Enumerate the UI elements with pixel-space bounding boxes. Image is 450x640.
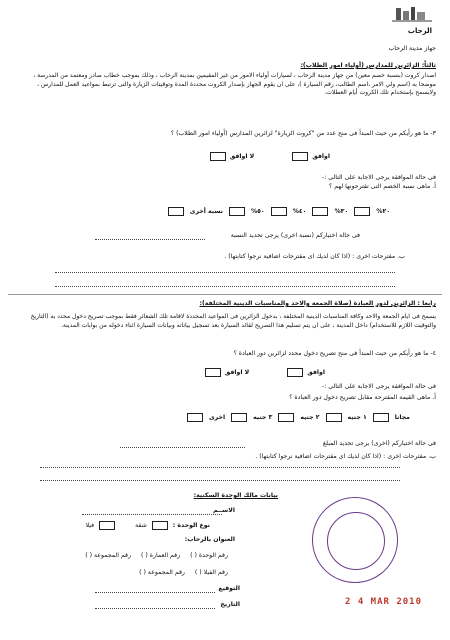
suggestions-line-2[interactable]	[40, 480, 400, 481]
divider	[8, 294, 442, 295]
section3-title: ثالثاً: الزائرين للمدارس (أولياء امور الطلاب):	[300, 62, 436, 69]
fee-other-checkbox[interactable]	[187, 413, 203, 422]
option-30-checkbox[interactable]	[312, 207, 328, 216]
address-row-1	[85, 552, 228, 559]
villa-checkbox[interactable]	[99, 521, 115, 530]
section3-question-a: أ. ماهى نسبة الخصم التى تقترحونها لهم ؟	[329, 183, 436, 190]
org-name: جهاز مدينة الرحاب	[388, 45, 436, 52]
section3-other-line: فى حالة اختياركم (نسبة اخرى) يرجى تحديد النسبة	[230, 232, 360, 239]
section4-question: ٤- ما هو رأيكم من حيث المبدأ فى منح تصريح دخول محدد لزائرين دور العبادة ؟	[233, 350, 436, 357]
fee-3-checkbox[interactable]	[231, 413, 247, 422]
official-seal-icon	[312, 497, 398, 583]
address-label: العنوان بالرحاب:	[184, 536, 235, 543]
fee-options	[187, 413, 410, 422]
unit-type-row	[86, 521, 210, 530]
disagree-checkbox[interactable]	[205, 368, 221, 377]
section4-suggestions: ب. مقترحات اخرى : (اذا كان لديك اى مقترحات اضافية نرجوا كتابتها) .	[255, 453, 436, 460]
option-50-checkbox[interactable]	[229, 207, 245, 216]
villa-number: رقم الفيلا ( )	[194, 569, 228, 576]
agree-checkbox[interactable]	[292, 152, 308, 161]
section4-if-agree: فى حالة الموافقة يرجى الاجابة على التالى :-	[321, 383, 436, 390]
discount-options	[168, 207, 390, 216]
other-amount-field[interactable]	[120, 447, 245, 448]
suggestions-line-1[interactable]	[55, 272, 395, 273]
group-number-2: رقم المجموعة ( )	[139, 569, 185, 576]
received-date-stamp: 2 4 MAR 2010	[345, 597, 423, 607]
agree-checkbox[interactable]	[287, 368, 303, 377]
option-other-checkbox[interactable]	[168, 207, 184, 216]
section4-question-a: أ. ماهى القيمة المقترحة مقابل تصريح دخول دور العبادة ؟	[289, 394, 436, 401]
fee-free: مجانا	[394, 414, 410, 421]
disagree-label: لا اوافق	[229, 153, 255, 160]
unit-number: رقم الوحدة ( )	[190, 552, 228, 559]
fee-1: ١ جنيه	[347, 414, 367, 421]
section3-question: ٣- ما هو رأيكم من حيث المبدأ فى منح عدد من "كروت الزيارة" لزائرين المدارس (أولياء امور الطلاب) ؟	[170, 130, 436, 137]
option-40-checkbox[interactable]	[271, 207, 287, 216]
fee-2: ٢ جنيه	[300, 414, 320, 421]
owner-title: بيانات مالك الوحدة السكنية:	[193, 492, 278, 499]
option-20: ٢٠%	[376, 208, 390, 215]
owner-name-field[interactable]	[82, 514, 222, 515]
section3-paragraph: اصدار كروت (بنسبة خصم معين) من جهاز مدينة الرحاب ، لسيارات أولياء الامور من غير المقيمين بمدينة الرحاب ، وذلك بموجب خطاب صادر ومعتمد من المدرسة ، موضحا به (اسم ولي الامر ،اسم الطالب، رقم السيارة )، على ان يقوم الجهاز بإصدار الكروت محددة المدة وتوقيتات الزيارة والتى ترتبط بمواعيد العمل للمدارس ، ولايسمح بإستخدام تلك الكروت أيام العطلات.	[33, 72, 436, 97]
disagree-label: لا اوافق	[224, 369, 250, 376]
logo-text: الرحاب	[407, 27, 432, 35]
fee-other: اخرى	[209, 414, 226, 421]
unit-type-label: نوع الوحدة :	[172, 522, 210, 529]
date-label: التاريخ	[220, 601, 240, 608]
signature-label: التوقيع	[218, 585, 240, 592]
group-number: رقم المجموعة ( )	[85, 552, 131, 559]
suggestions-line-2[interactable]	[55, 286, 395, 287]
section4-agree-options	[205, 368, 325, 377]
building-number: رقم العمارة ( )	[141, 552, 181, 559]
fee-free-checkbox[interactable]	[373, 413, 389, 422]
rehab-logo-icon	[392, 6, 432, 26]
agree-label: اوافق	[307, 369, 325, 376]
signature-field[interactable]	[95, 592, 215, 593]
agree-label: اوافق	[312, 153, 330, 160]
option-other: نسبة أخرى	[189, 208, 223, 215]
option-50: ٥٠%	[250, 208, 265, 215]
option-40: ٤٠%	[292, 208, 307, 215]
section4-title: رابعا : الزائرين لدور العبادة (صلاة الجمعة والاحد والمناسبات الدينية المختلفة):	[199, 300, 436, 307]
other-rate-field[interactable]	[95, 239, 205, 240]
owner-name-label: الاســم	[213, 507, 235, 514]
section4-paragraph: يسمح فى ايام الجمعة والاحد وكافة المناسبات الدينية المختلفة ، بدخول الزائرين فى المواعيد المحددة لاقامة تلك الشعائر فقط بموجب تصريح دخول محدد به (التاريخ والتوقيت اللازم للاستخدام) داخل المدينة ، على ان يتم تسليم هذا التصريح لقائد السيارة بعد تسجيل بياناته وبيانات السيارة اثناء دخوله من بوابات المدينة.	[30, 313, 436, 329]
section3-if-agree: فى حالة الموافقة يرجى الاجابة على التالى :-	[321, 174, 436, 181]
fee-1-checkbox[interactable]	[326, 413, 342, 422]
section4-other-line: فى حالة اختياركم (اخرى) يرجى تحديد المبلغ	[322, 440, 436, 447]
villa-label: فيلا	[85, 522, 95, 529]
apartment-label: شقة	[135, 522, 147, 529]
fee-2-checkbox[interactable]	[278, 413, 294, 422]
section3-suggestions: ب. مقترحات اخرى : (اذا كان لديك اى مقترحات اضافية نرجوا كتابتها) .	[224, 253, 405, 260]
address-row-2	[139, 569, 228, 576]
fee-3: ٣ جنيه	[253, 414, 273, 421]
date-field[interactable]	[95, 608, 215, 609]
suggestions-line-1[interactable]	[40, 467, 400, 468]
option-30: ٣٠%	[334, 208, 349, 215]
section3-agree-options	[210, 152, 330, 161]
apartment-checkbox[interactable]	[152, 521, 168, 530]
disagree-checkbox[interactable]	[210, 152, 226, 161]
option-20-checkbox[interactable]	[354, 207, 370, 216]
